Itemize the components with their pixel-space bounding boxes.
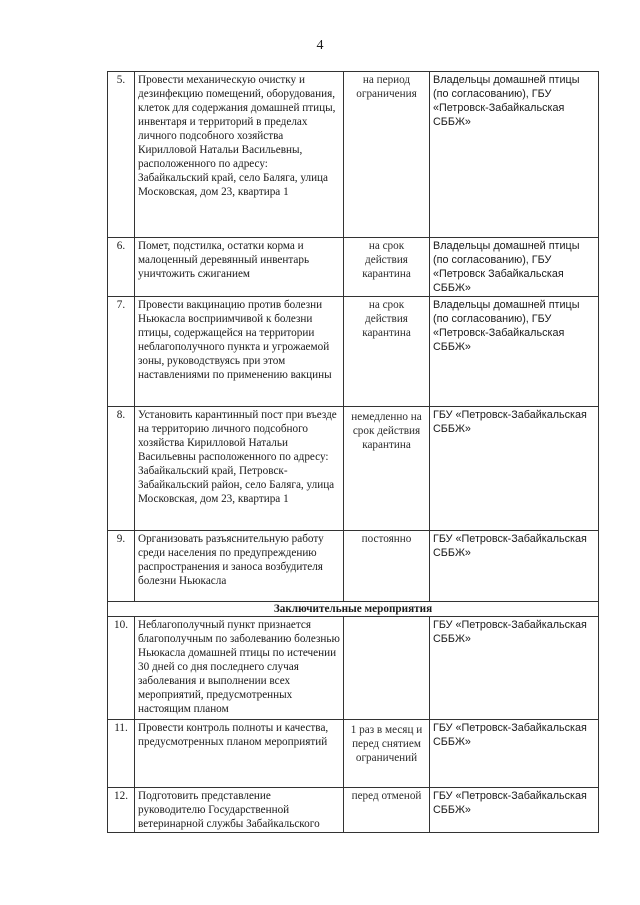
task-text: Организовать разъяснительную работу среди населения по предупреждению распространения и заноса возбудителя болезни Ньюкасла [135,531,344,602]
term-text: постоянно [344,531,430,602]
task-text: Провести контроль полноты и качества, предусмотренных планом мероприятий [135,720,344,788]
responsible-text: ГБУ «Петровск-Забайкальская СББЖ» [430,617,599,720]
responsible-text: Владельцы домашней птицы (по согласованию), ГБУ «Петровск-Забайкальская СББЖ» [430,297,599,407]
term-text: на срок действия карантина [344,297,430,407]
term-text: на срок действия карантина [344,238,430,297]
table-row [108,617,599,720]
term-text: перед отменой [344,788,430,833]
term-text: немедленно на срок действия карантина [344,407,430,531]
task-text: Подготовить представление руководителю Государственной ветеринарной службы Забайкальского [135,788,344,833]
responsible-text: ГБУ «Петровск-Забайкальская СББЖ» [430,407,599,531]
table-row [108,531,599,602]
responsible-text: ГБУ «Петровск-Забайкальская СББЖ» [430,788,599,833]
term-text: на период ограничения [344,72,430,238]
table-row [108,72,599,238]
task-text: Установить карантинный пост при въезде на территорию личного подсобного хозяйства Кирилловой Натальи Васильевны расположенного по адресу: Забайкальский край, Петровск-Забайкальский район, село Баляга, улица Московская, дом 23, квартира 1 [135,407,344,531]
row-number: 8. [108,407,135,531]
row-number: 5. [108,72,135,238]
task-text: Провести вакцинацию против болезни Ньюкасла восприимчивой к болезни птицы, содержащейся на территории неблагополучного пункта и угрожаемой зоны, руководствуясь при этом наставлениями по применению вакцины [135,297,344,407]
term-text: 1 раз в месяц и перед снятием ограничений [344,720,430,788]
row-number: 9. [108,531,135,602]
task-text: Помет, подстилка, остатки корма и малоценный деревянный инвентарь уничтожить сжиганием [135,238,344,297]
row-number: 7. [108,297,135,407]
section-row [108,602,599,617]
table-row [108,238,599,297]
row-number: 12. [108,788,135,833]
row-number: 6. [108,238,135,297]
responsible-text: Владельцы домашней птицы (по согласованию), ГБУ «Петровск Забайкальская СББЖ» [430,238,599,297]
measures-table [107,71,599,833]
row-number: 10. [108,617,135,720]
task-text: Провести механическую очистку и дезинфекцию помещений, оборудования, клеток для содержания домашней птицы, инвентаря и территорий в пределах личного подсобного хозяйства Кирилловой Натальи Васильевны, расположенного по адресу: Забайкальский край, село Баляга, улица Московская, дом 23, квартира 1 [135,72,344,238]
table-row [108,297,599,407]
table-row [108,720,599,788]
row-number: 11. [108,720,135,788]
page-number: 4 [316,38,324,53]
responsible-text: ГБУ «Петровск-Забайкальская СББЖ» [430,531,599,602]
term-text [344,617,430,720]
section-title: Заключительные мероприятия [108,602,599,617]
responsible-text: ГБУ «Петровск-Забайкальская СББЖ» [430,720,599,788]
responsible-text: Владельцы домашней птицы (по согласованию), ГБУ «Петровск-Забайкальская СББЖ» [430,72,599,238]
task-text: Неблагополучный пункт признается благополучным по заболеванию болезнью Ньюкасла домашней птицы по истечении 30 дней со дня последнего случая заболевания и выполнении всех мероприятий, предусмотренных настоящим планом [135,617,344,720]
table-row [108,407,599,531]
table-row [108,788,599,833]
